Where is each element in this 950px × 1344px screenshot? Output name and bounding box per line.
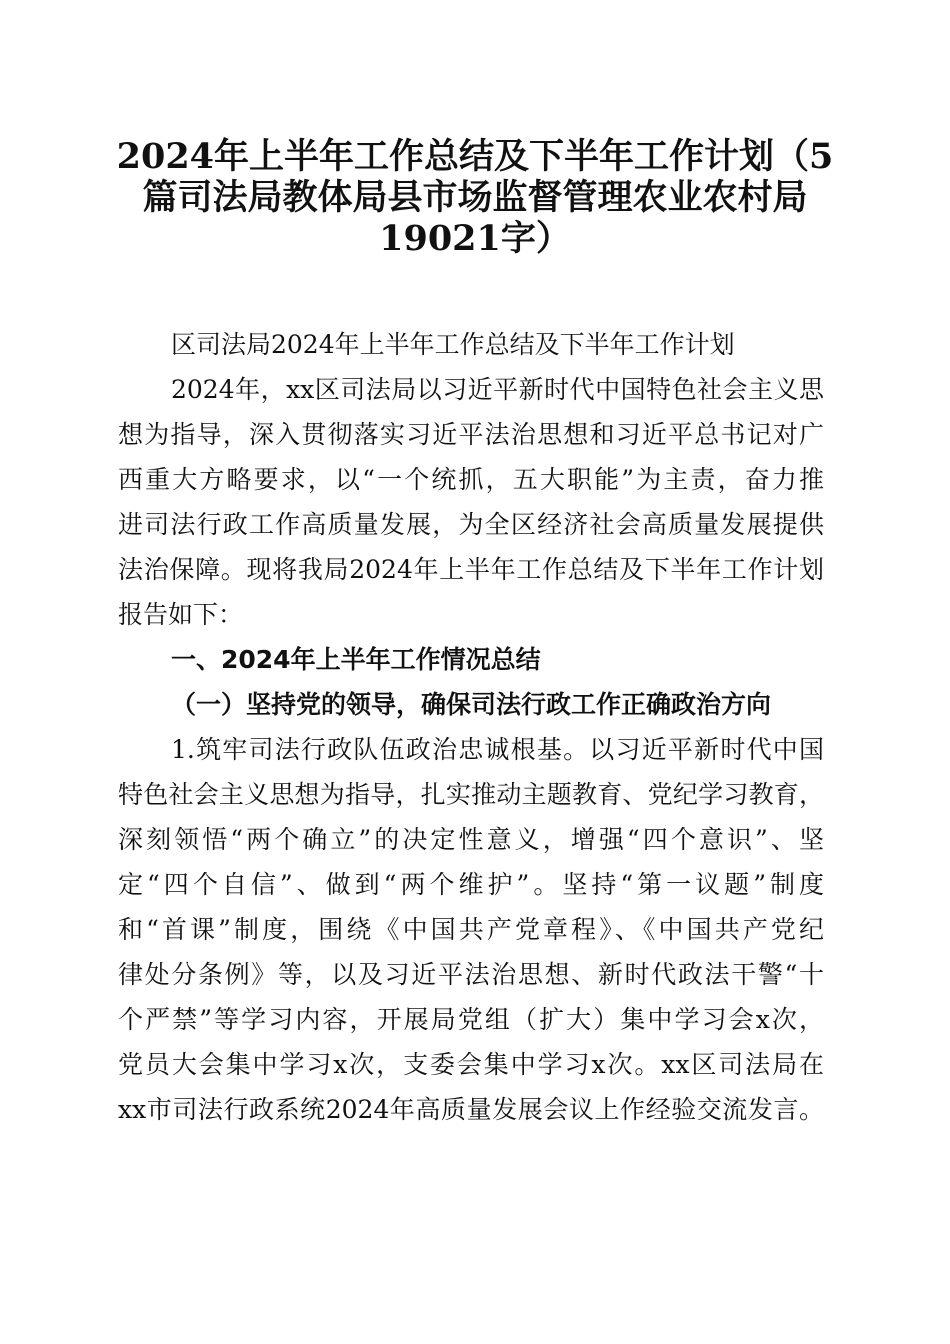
text-line: 特色社会主义思想为指导，扎实推动主题教育、党纪学习教育，: [118, 780, 824, 809]
document-body: [118, 322, 824, 1132]
text-line: 党员大会集中学习x次，支委会集中学习x次。xx区司法局在: [118, 1050, 824, 1079]
text-line: 西重大方略要求，以“一个统抓，五大职能”为主责，奋力推: [118, 465, 824, 494]
heading-level-1: 一、2024年上半年工作情况总结: [171, 645, 541, 674]
text-line: 报告如下：: [118, 600, 244, 629]
section-subtitle: 区司法局2024年上半年工作总结及下半年工作计划: [171, 330, 735, 359]
text-line: 2024年，xx区司法局以习近平新时代中国特色社会主义思: [171, 375, 824, 404]
text-line: 律处分条例》等，以及习近平法治思想、新时代政法干警“十: [118, 960, 824, 989]
text-line: 和“首课”制度，围绕《中国共产党章程》、《中国共产党纪: [118, 915, 824, 944]
text-line: 1.筑牢司法行政队伍政治忠诚根基。以习近平新时代中国: [171, 735, 824, 764]
text-line: 深刻领悟“两个确立”的决定性意义，增强“四个意识”、坚: [118, 825, 824, 854]
text-line: xx市司法行政系统2024年高质量发展会议上作经验交流发言。: [118, 1095, 824, 1124]
text-line: 定“四个自信”、做到“两个维护”。坚持“第一议题”制度: [118, 870, 824, 899]
paragraph-1: [118, 727, 824, 1132]
document-title: [110, 136, 840, 259]
title-line: 19021字）: [379, 218, 571, 259]
text-line: 进司法行政工作高质量发展，为全区经济社会高质量发展提供: [118, 510, 824, 539]
text-line: 个严禁”等学习内容，开展局党组（扩大）集中学习会x次，: [118, 1005, 824, 1034]
title-line: 2024年上半年工作总结及下半年工作计划（5: [116, 136, 834, 177]
text-line: 法治保障。现将我局2024年上半年工作总结及下半年工作计划: [118, 555, 824, 584]
title-line: 篇司法局教体局县市场监督管理农业农村局: [142, 177, 808, 218]
intro-paragraph: [118, 367, 824, 637]
text-line: 想为指导，深入贯彻落实习近平法治思想和习近平总书记对广: [118, 420, 824, 449]
heading-level-2: （一）坚持党的领导，确保司法行政工作正确政治方向: [171, 690, 772, 719]
